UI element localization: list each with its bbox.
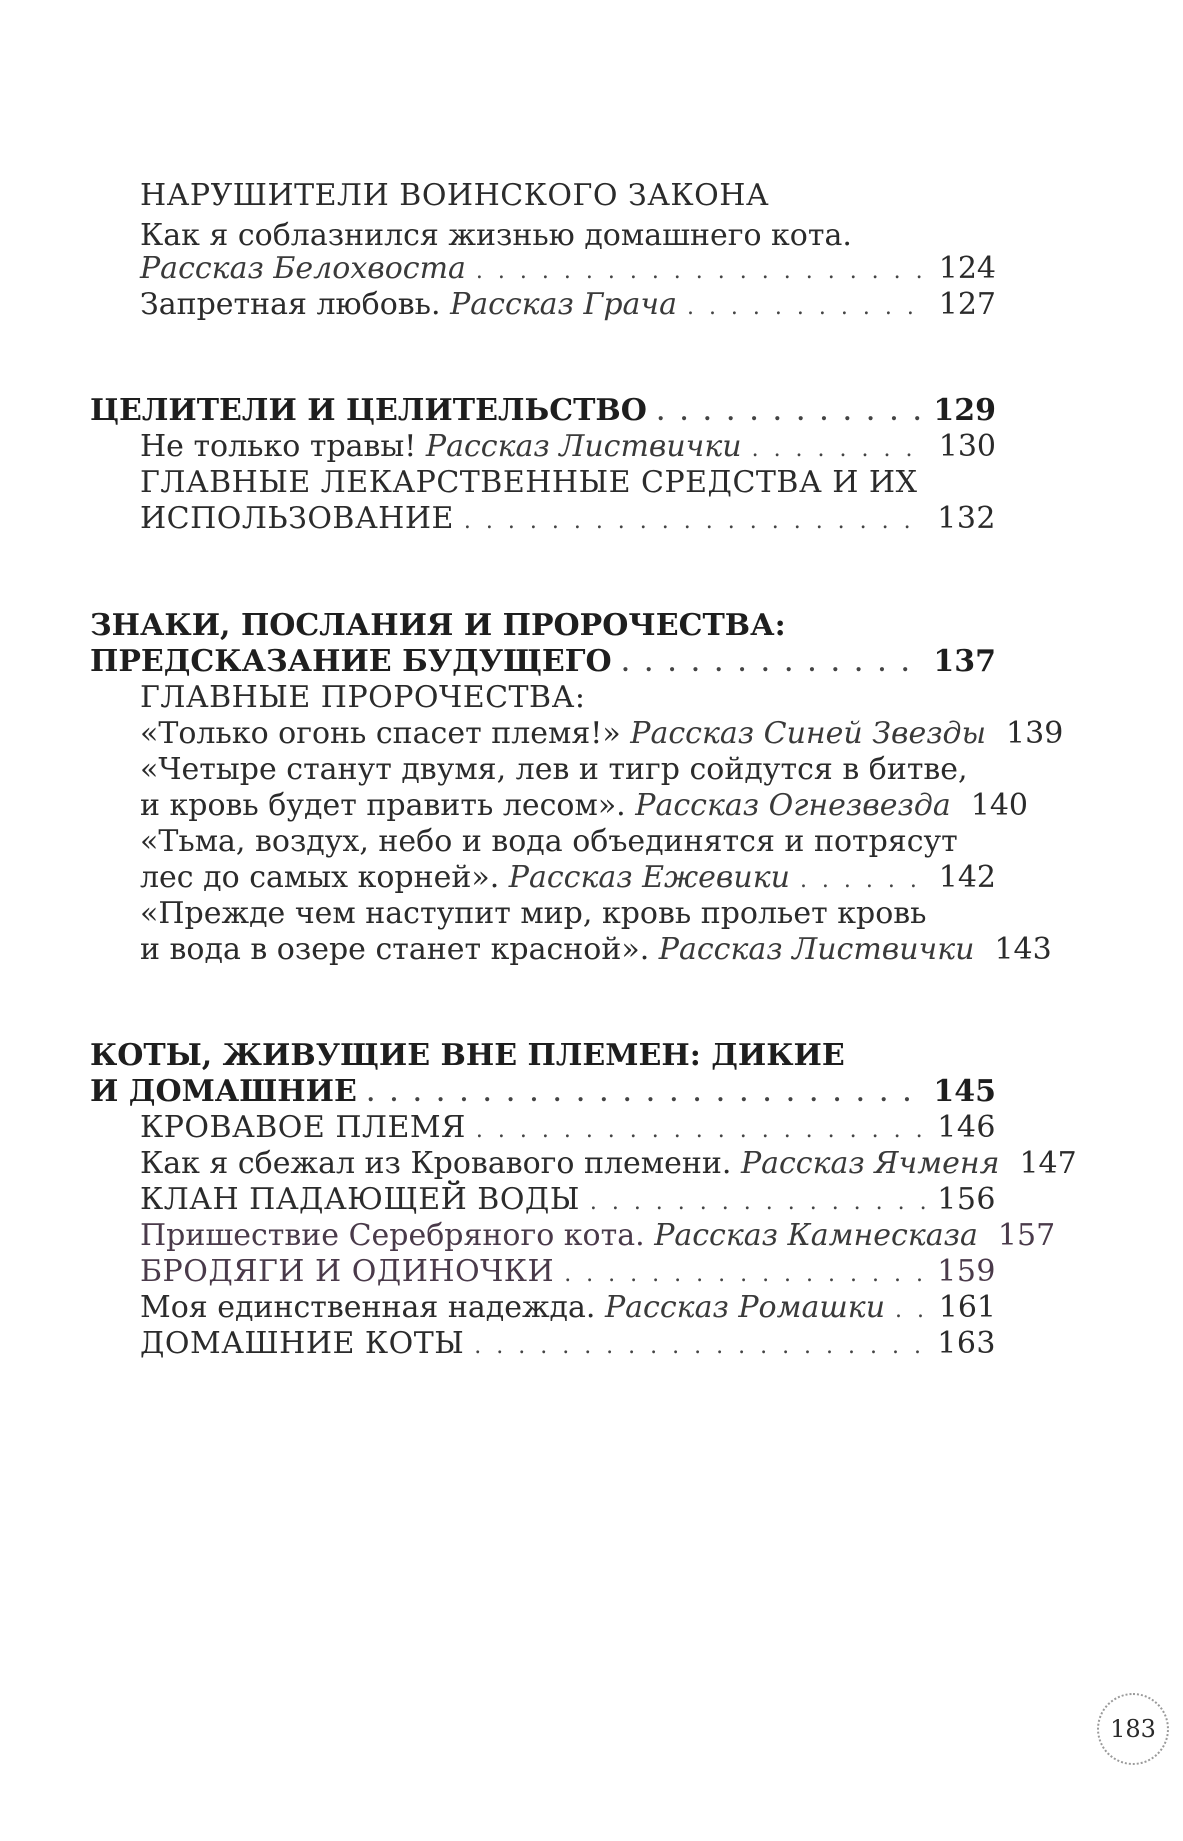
page-number: 140 bbox=[970, 788, 1029, 823]
toc-entry bbox=[140, 498, 996, 543]
entry-text: Не только травы! Рассказ Листвички bbox=[140, 429, 742, 464]
entry-text: «Тьма, воздух, небо и вода объединятся и потрясут bbox=[140, 824, 958, 859]
page-number: 147 bbox=[1019, 1146, 1077, 1181]
entry-text: и вода в озере станет красной». Рассказ Листвички bbox=[140, 932, 975, 967]
section-heading-text: ЗНАКИ, ПОСЛАНИЯ И ПРОРОЧЕСТВА: bbox=[90, 608, 786, 643]
dot-leader bbox=[474, 1326, 927, 1368]
page-number-badge bbox=[1097, 1693, 1169, 1765]
entry-text: КРОВАВОЕ ПЛЕМЯ bbox=[140, 1110, 466, 1145]
section-heading-text: И ДОМАШНИЕ bbox=[90, 1074, 357, 1109]
page-number: 124 bbox=[938, 251, 996, 286]
page-number: 132 bbox=[937, 501, 996, 536]
entry-text: ИСПОЛЬЗОВАНИЕ bbox=[140, 501, 454, 536]
section-title-text: НАРУШИТЕЛИ ВОИНСКОГО ЗАКОНА bbox=[140, 178, 770, 213]
page-number-text: 183 bbox=[1110, 1715, 1156, 1743]
dot-leader bbox=[464, 501, 927, 543]
page-number: 146 bbox=[937, 1110, 996, 1145]
entry-text: «Четыре станут двумя, лев и тигр сойдутся в битве, bbox=[140, 752, 968, 787]
entry-text: ДОМАШНИЕ КОТЫ bbox=[140, 1326, 465, 1361]
entry-text: Как я сбежал из Кровавого племени. Рассказ Ячменя bbox=[140, 1146, 1000, 1181]
page-number: 143 bbox=[994, 932, 1052, 967]
page-number: 127 bbox=[938, 287, 996, 322]
section-heading-text: КОТЫ, ЖИВУЩИЕ ВНЕ ПЛЕМЕН: ДИКИЕ bbox=[90, 1038, 845, 1073]
section-title-violators bbox=[140, 175, 996, 217]
entry-text: Моя единственная надежда. Рассказ Ромашки bbox=[140, 1290, 886, 1325]
section-heading-text: ЦЕЛИТЕЛИ И ЦЕЛИТЕЛЬСТВО bbox=[90, 393, 647, 428]
entry-italic: Рассказ Белохвоста bbox=[140, 251, 466, 286]
page-number: 145 bbox=[933, 1074, 996, 1109]
page-number: 156 bbox=[937, 1182, 996, 1217]
entry-text: КЛАН ПАДАЮЩЕЙ ВОДЫ bbox=[140, 1182, 580, 1217]
page-number: 130 bbox=[938, 429, 996, 464]
page-number: 142 bbox=[938, 860, 996, 895]
toc-entry bbox=[140, 1323, 996, 1368]
subsection-text: ГЛАВНЫЕ ПРОРОЧЕСТВА: bbox=[140, 680, 586, 715]
section-heading-text: ПРЕДСКАЗАНИЕ БУДУЩЕГО bbox=[90, 644, 612, 679]
page-number: 137 bbox=[933, 644, 996, 679]
entry-text: Запретная любовь. Рассказ Грача bbox=[140, 287, 677, 322]
page-number: 139 bbox=[1006, 716, 1064, 751]
entry-text: «Прежде чем наступит мир, кровь прольет кровь bbox=[140, 896, 927, 931]
entry-text: «Только огонь спасет племя!» Рассказ Синей Звезды bbox=[140, 716, 987, 751]
entry-text: и кровь будет править лесом». Рассказ Огнезвезда bbox=[140, 788, 951, 823]
page-number: 163 bbox=[937, 1326, 996, 1361]
toc-entry bbox=[140, 929, 1052, 974]
dot-leader bbox=[687, 287, 929, 329]
page-number: 157 bbox=[997, 1218, 1056, 1253]
entry-text: Как я соблазнился жизнью домашнего кота. bbox=[140, 218, 852, 253]
page-number: 161 bbox=[938, 1290, 996, 1325]
entry-text: Пришествие Серебряного кота. Рассказ Камнесказа bbox=[140, 1218, 978, 1253]
page-number: 159 bbox=[937, 1254, 996, 1289]
toc-entry bbox=[140, 284, 996, 329]
entry-text: ГЛАВНЫЕ ЛЕКАРСТВЕННЫЕ СРЕДСТВА И ИХ bbox=[140, 465, 918, 500]
page-number: 129 bbox=[933, 393, 996, 428]
entry-text: БРОДЯГИ И ОДИНОЧКИ bbox=[140, 1254, 555, 1289]
entry-text: лес до самых корней». Рассказ Ежевики bbox=[140, 860, 790, 895]
